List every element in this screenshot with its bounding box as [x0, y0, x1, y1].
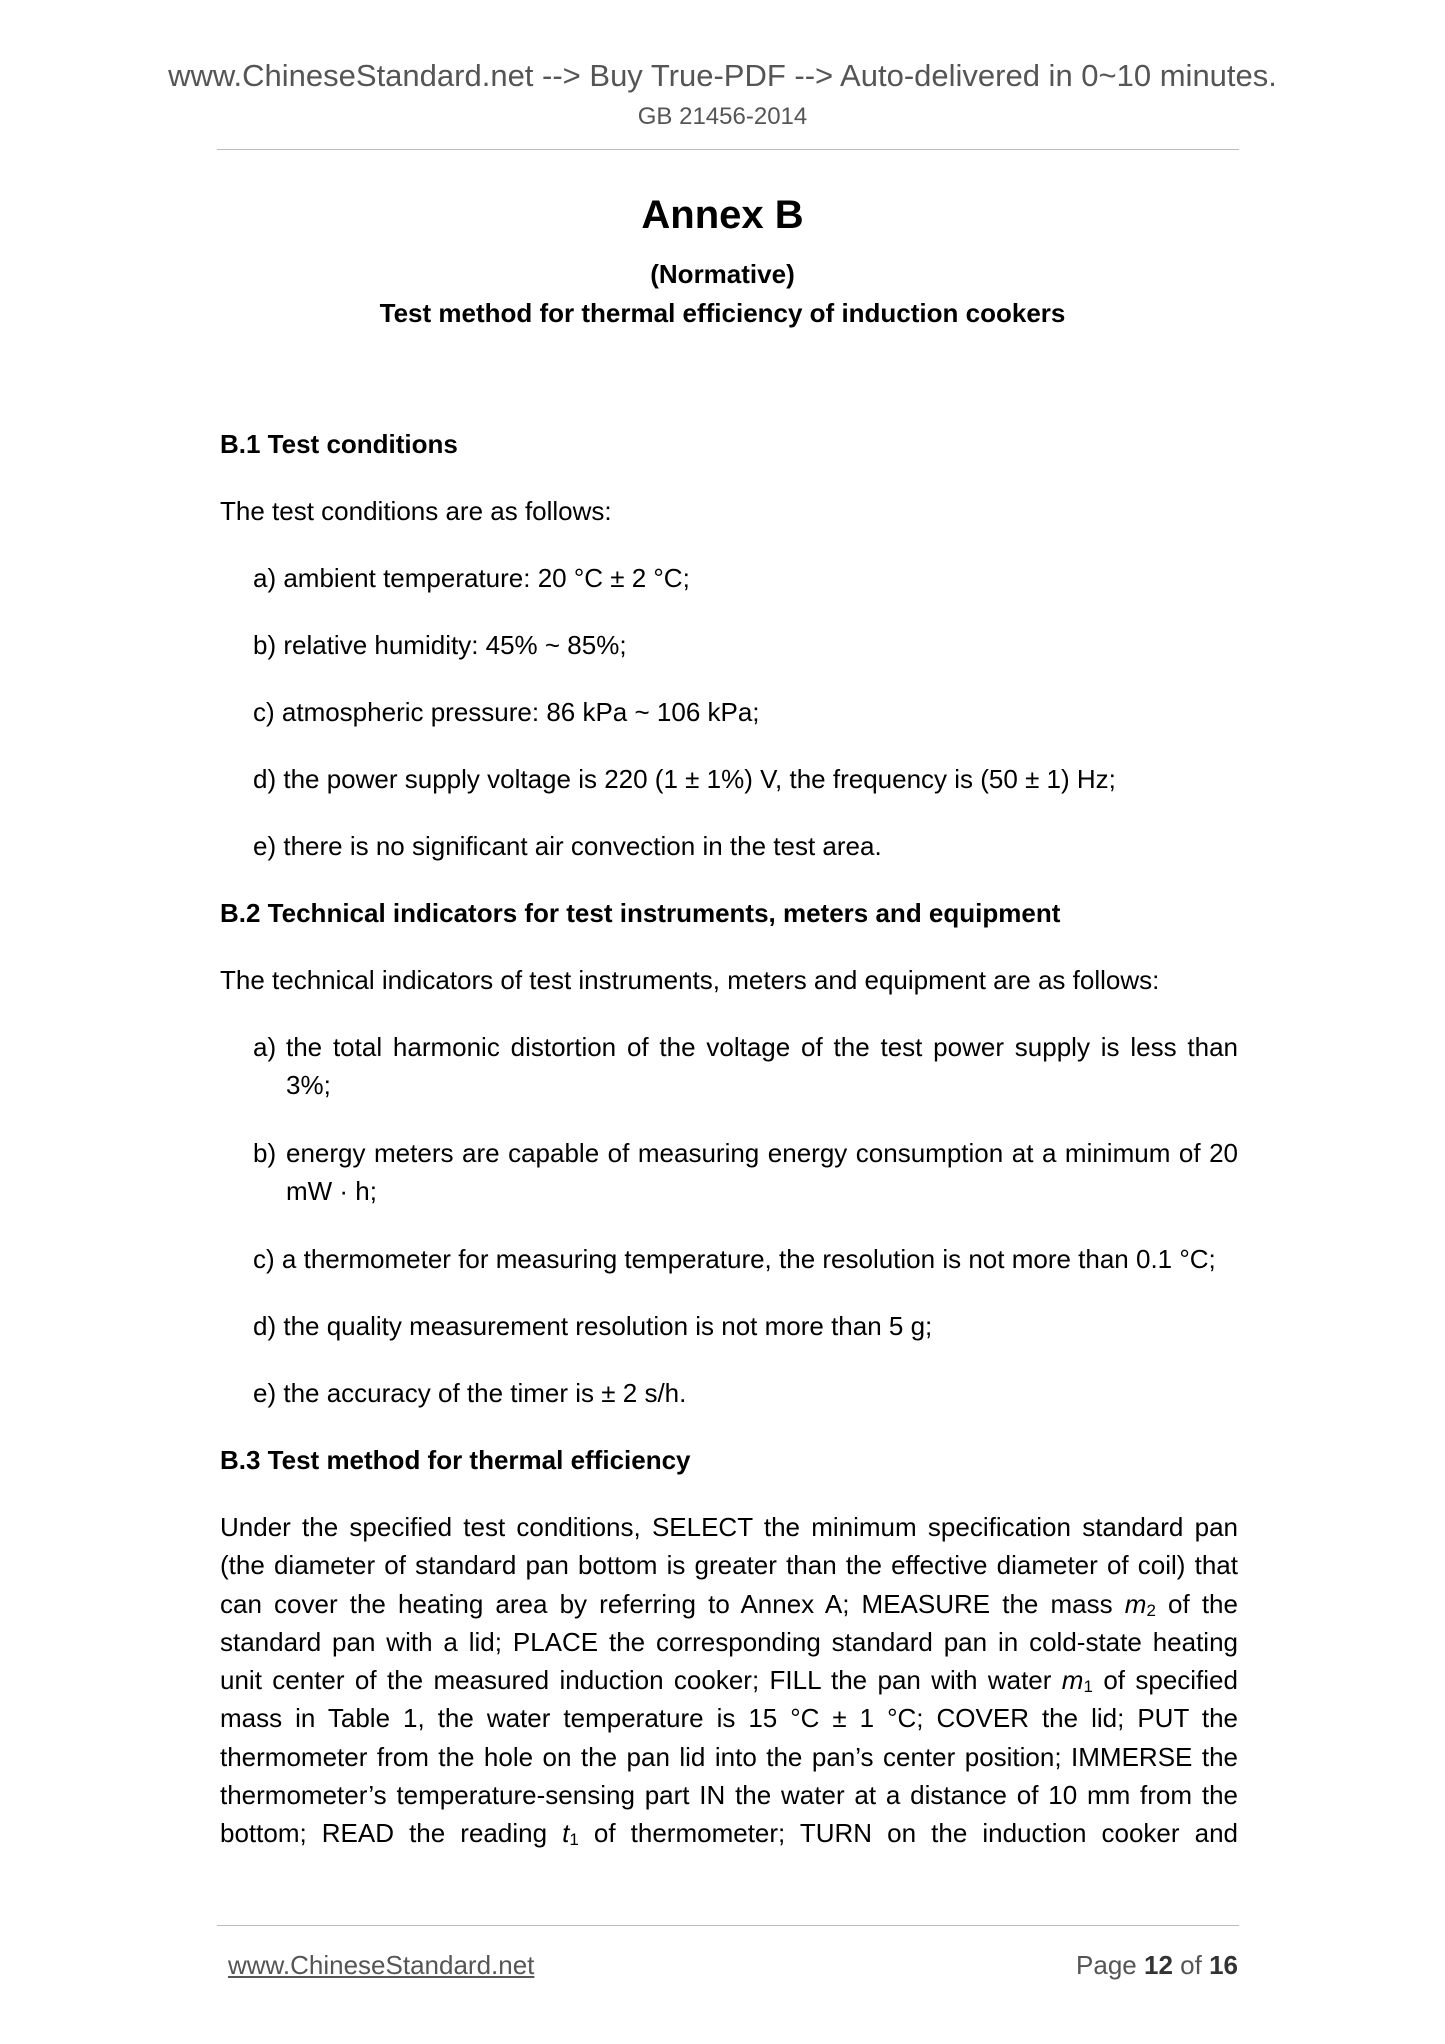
- list-item: c) atmospheric pressure: 86 kPa ~ 106 kPa;: [253, 697, 760, 727]
- variable-m: m: [1061, 1665, 1084, 1696]
- list-item: a) ambient temperature: 20 °C ± 2 °C;: [253, 563, 690, 593]
- header-divider: [217, 149, 1239, 150]
- paragraph-line: (the diameter of standard pan bottom is greater than the effective diameter of coil) that: [220, 1550, 1238, 1581]
- page-word: Page: [1076, 1950, 1137, 1980]
- list-item: [253, 1028, 1238, 1104]
- paragraph-line: mass in Table 1, the water temperature is 15 °C ± 1 °C; COVER the lid; PUT the: [220, 1703, 1238, 1734]
- of-word: of: [1180, 1950, 1202, 1980]
- section-heading-b2: B.2 Technical indicators for test instruments, meters and equipment: [220, 898, 1061, 928]
- list-item-label: e): [253, 1378, 277, 1408]
- annex-subtitle: Test method for thermal efficiency of induction cookers: [379, 298, 1066, 328]
- section-heading-b1: B.1 Test conditions: [220, 429, 458, 459]
- list-item-label: a): [253, 1032, 277, 1062]
- list-item-text: energy meters are capable of measuring energy consumption at a minimum of 20 mW · h;: [286, 1138, 1238, 1206]
- paragraph-line: bottom; READ the reading $t_1$ of thermometer; TURN on the induction cooker and: [220, 1818, 1238, 1850]
- page-indicator: [1076, 1948, 1238, 1982]
- paragraph-line: thermometer from the hole on the pan lid into the pan’s center position; IMMERSE the: [220, 1741, 1238, 1772]
- list-item-label: b): [253, 1138, 277, 1168]
- list-item-text: a thermometer for measuring temperature, the resolution is not more than 0.1 °C;: [281, 1244, 1216, 1274]
- footer-site-link[interactable]: www.ChineseStandard.net: [228, 1950, 535, 1980]
- list-item: e) there is no significant air convection in the test area.: [253, 831, 882, 861]
- list-item: [253, 1134, 1238, 1210]
- paragraph-line: Under the specified test conditions, SELECT the minimum specification standard pan: [220, 1512, 1238, 1542]
- list-item: b) relative humidity: 45% ~ 85%;: [253, 630, 627, 660]
- section-paragraph-b3: [220, 1508, 1238, 1853]
- section-heading-b3: B.3 Test method for thermal efficiency: [220, 1445, 691, 1475]
- list-item-text: the total harmonic distortion of the voltage of the test power supply is less than 3%;: [286, 1032, 1238, 1100]
- paragraph-line: standard pan with a lid; PLACE the corresponding standard pan in cold-state heating: [220, 1626, 1238, 1657]
- footer-divider: [217, 1925, 1239, 1926]
- page-header: [0, 56, 1445, 134]
- paragraph-line: unit center of the measured induction cooker; FILL the pan with water $m_1$ of specified: [220, 1665, 1238, 1697]
- header-banner-text: www.ChineseStandard.net --> Buy True-PDF --> Auto-delivered in 0~10 minutes.: [168, 58, 1277, 93]
- section-intro-b2: The technical indicators of test instruments, meters and equipment are as follows:: [220, 965, 1160, 995]
- paragraph-line: thermometer’s temperature-sensing part IN the water at a distance of 10 mm from the: [220, 1780, 1238, 1811]
- annex-type: (Normative): [650, 259, 795, 289]
- section-intro-b1: The test conditions are as follows:: [220, 496, 612, 526]
- standard-number: GB 21456-2014: [637, 103, 808, 130]
- list-item: [253, 1240, 1243, 1278]
- variable-m: m: [1124, 1588, 1147, 1619]
- list-item-label: c): [253, 1244, 275, 1274]
- paragraph-line: can cover the heating area by referring to Annex A; MEASURE the mass $m_2$ of the: [220, 1588, 1238, 1620]
- list-item: [253, 1307, 1238, 1345]
- annex-title: Annex B: [641, 193, 804, 237]
- current-page-number: 12: [1144, 1950, 1173, 1980]
- list-item-text: the quality measurement resolution is not more than 5 g;: [283, 1311, 933, 1341]
- list-item-label: d): [253, 1311, 277, 1341]
- list-item: [253, 1374, 1238, 1412]
- list-item-text: the accuracy of the timer is ± 2 s/h.: [283, 1378, 687, 1408]
- variable-t: t: [562, 1818, 570, 1849]
- total-pages: 16: [1209, 1950, 1238, 1980]
- list-item: d) the power supply voltage is 220 (1 ± 1%) V, the frequency is (50 ± 1) Hz;: [253, 764, 1116, 794]
